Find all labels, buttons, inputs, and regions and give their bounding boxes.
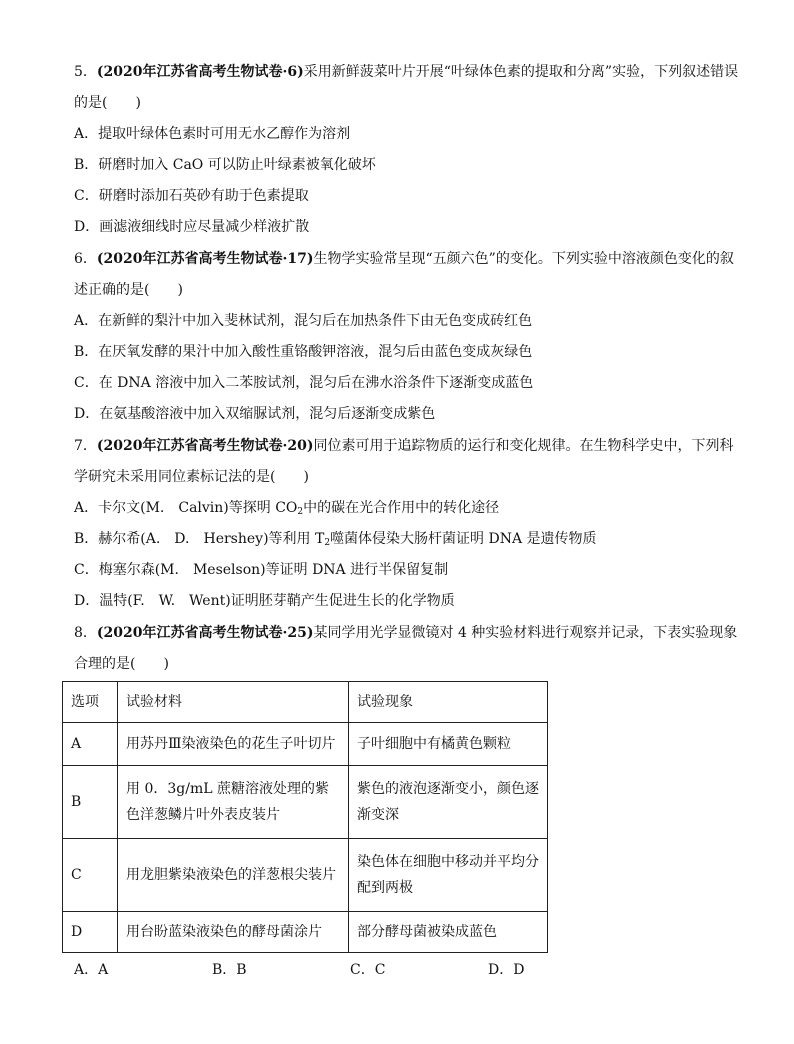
question-5-option-b: B．研磨时加入 CaO 可以防止叶绿素被氧化破坏 — [74, 157, 376, 173]
table-cell-material: 用台盼蓝染液染色的酵母菌涂片 — [118, 912, 349, 953]
question-8-source: (2020年江苏省高考生物试卷·25) — [96, 625, 314, 641]
question-7-line-1 — [74, 436, 734, 456]
table-header-material: 试验材料 — [118, 682, 349, 723]
question-8-stem-part-2: 合理的是( ) — [74, 656, 169, 672]
question-6-stem-part-2: 述正确的是( ) — [74, 282, 183, 298]
table-row — [63, 723, 548, 766]
table-cell-option: D — [63, 912, 118, 953]
question-5-stem-part-1: 采用新鲜菠菜叶片开展“叶绿体色素的提取和分离”实验，下列叙述错误 — [303, 64, 739, 80]
question-7-option-c: C．梅塞尔森(M. Meselson)等证明 DNA 进行半保留复制 — [74, 562, 449, 578]
question-8-answer-a: A．A — [74, 962, 109, 978]
table-cell-phenomenon: 子叶细胞中有橘黄色颗粒 — [349, 723, 548, 766]
question-7-option-b-text: B．赫尔希(A. D. Hershey)等利用 T — [74, 531, 325, 547]
question-7-source: (2020年江苏省高考生物试卷·20) — [96, 438, 314, 454]
question-7-option-d: D．温特(F. W. Went)证明胚芽鞘产生促进生长的化学物质 — [74, 593, 455, 609]
question-7-stem-part-1: 同位素可用于追踪物质的运行和变化规律。在生物科学史中，下列科 — [313, 438, 734, 454]
question-7-stem-part-2: 学研究未采用同位素标记法的是( ) — [74, 469, 309, 485]
question-6-option-c: C．在 DNA 溶液中加入二苯胺试剂，混匀后在沸水浴条件下逐渐变成蓝色 — [74, 375, 534, 391]
question-6-number: 6． — [74, 251, 97, 267]
question-7-number: 7． — [74, 438, 97, 454]
table-row — [63, 839, 548, 912]
table-header-row — [63, 682, 548, 723]
question-5-option-c: C．研磨时添加石英砂有助于色素提取 — [74, 188, 309, 204]
question-5-option-d: D．画滤液细线时应尽量减少样液扩散 — [74, 219, 310, 235]
question-8-stem-part-1: 某同学用光学显微镜对 4 种实验材料进行观察并记录，下表实验现象 — [313, 625, 738, 641]
question-7-option-a — [74, 498, 499, 518]
table-header-phenomenon: 试验现象 — [349, 682, 548, 723]
table-cell-option: C — [63, 839, 118, 912]
question-6-option-b: B．在厌氧发酵的果汁中加入酸性重铬酸钾溶液，混匀后由蓝色变成灰绿色 — [74, 344, 533, 360]
question-5-source: (2020年江苏省高考生物试卷·6) — [96, 64, 304, 80]
subscript-2: 2 — [324, 538, 331, 548]
question-5-option-a: A．提取叶绿体色素时可用无水乙醇作为溶剂 — [74, 126, 351, 142]
question-8-number: 8． — [74, 625, 97, 641]
table-cell-material: 用 0．3g/mL 蔗糖溶液处理的紫色洋葱鳞片叶外表皮装片 — [118, 766, 349, 839]
question-8-line-1 — [74, 623, 737, 643]
question-8-answer-c: C．C — [350, 962, 386, 978]
table-row — [63, 912, 548, 953]
question-5-number: 5． — [74, 64, 97, 80]
question-8-answer-b: B．B — [212, 962, 247, 978]
question-8-answer-d: D．D — [488, 962, 525, 978]
question-6-option-d: D．在氨基酸溶液中加入双缩脲试剂，混匀后逐渐变成紫色 — [74, 406, 436, 422]
question-5-line-1 — [74, 62, 738, 82]
table-cell-material: 用苏丹Ⅲ染液染色的花生子叶切片 — [118, 723, 349, 766]
question-6-source: (2020年江苏省高考生物试卷·17) — [96, 251, 314, 267]
question-6-line-1 — [74, 249, 734, 269]
table-row — [63, 766, 548, 839]
subscript-2: 2 — [297, 507, 304, 517]
table-cell-material: 用龙胆紫染液染色的洋葱根尖装片 — [118, 839, 349, 912]
question-6-stem-part-1: 生物学实验常呈现“五颜六色”的变化。下列实验中溶液颜色变化的叙 — [313, 251, 734, 267]
table-cell-phenomenon: 染色体在细胞中移动并平均分配到两极 — [349, 839, 548, 912]
table-cell-phenomenon: 部分酵母菌被染成蓝色 — [349, 912, 548, 953]
table-cell-option: A — [63, 723, 118, 766]
question-7-option-b-text-end: 噬菌体侵染大肠杆菌证明 DNA 是遗传物质 — [330, 531, 597, 547]
question-7-option-a-text-end: 中的碳在光合作用中的转化途径 — [303, 500, 500, 516]
question-7-option-a-text: A．卡尔文(M. Calvin)等探明 CO — [74, 500, 298, 516]
experiment-table — [62, 681, 548, 953]
question-5-stem-part-2: 的是( ) — [74, 95, 141, 111]
table-header-option: 选项 — [63, 682, 118, 723]
question-7-option-b — [74, 529, 597, 549]
table-cell-phenomenon: 紫色的液泡逐渐变小，颜色逐渐变深 — [349, 766, 548, 839]
table-cell-option: B — [63, 766, 118, 839]
question-6-option-a: A．在新鲜的梨汁中加入斐林试剂，混匀后在加热条件下由无色变成砖红色 — [74, 313, 533, 329]
